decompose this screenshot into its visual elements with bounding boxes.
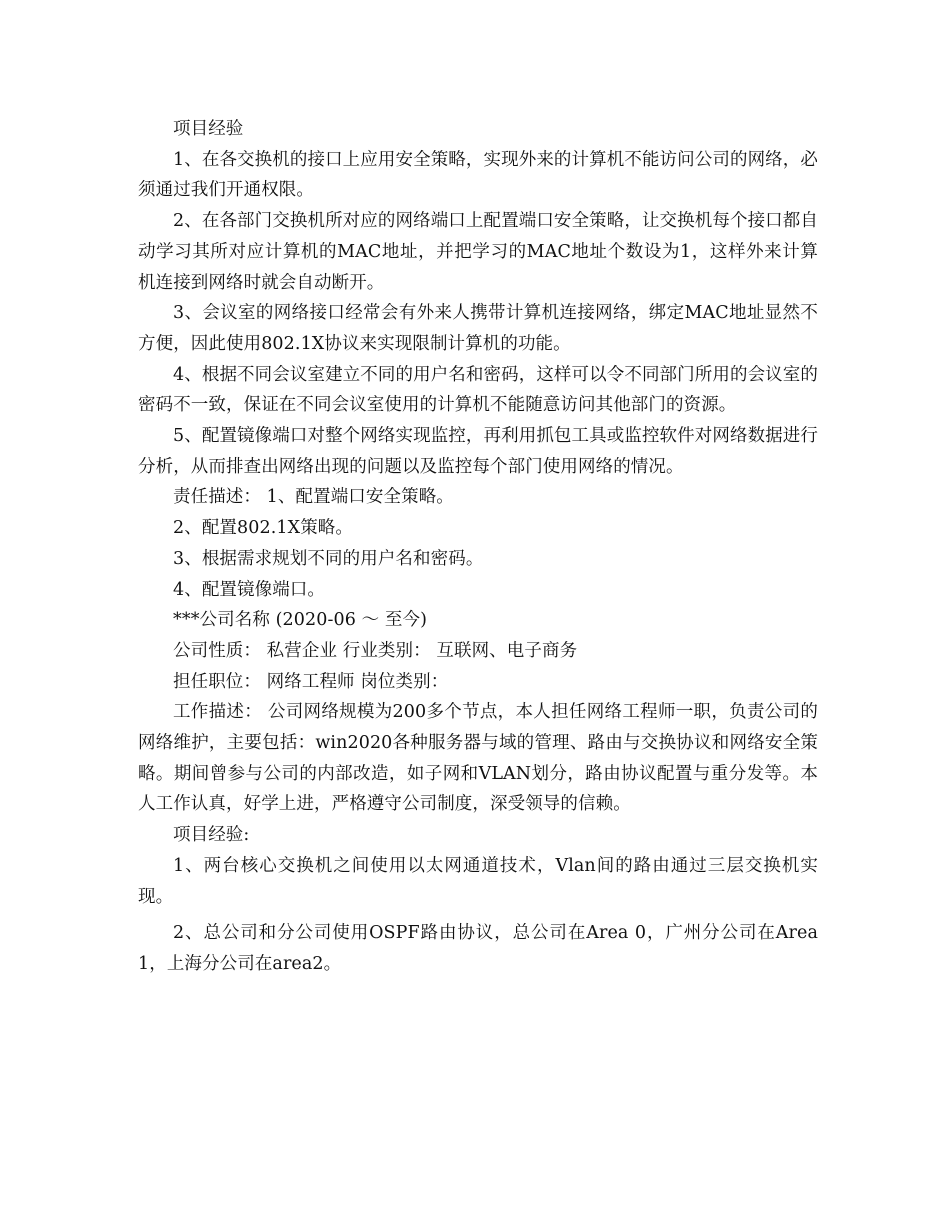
section-heading-project-experience: 项目经验 <box>173 119 244 139</box>
document-body <box>138 114 818 980</box>
responsibility-line: 责任描述： 1、配置端口安全策略。 <box>173 487 454 508</box>
paragraph: 4、根据不同会议室建立不同的用户名和密码，这样可以令不同部门所用的会议室的密码不一致，保证在不同会议室使用的计算机不能随意访问其他部门的资源。 <box>138 364 818 416</box>
section-heading-project-experience: 项目经验: <box>173 825 250 846</box>
paragraph: 1、两台核心交换机之间使用以太网通道技术，Vlan间的路由通过三层交换机实现。 <box>138 855 818 907</box>
paragraph: 3、会议室的网络接口经常会有外来人携带计算机连接网络，绑定MAC地址显然不方便，因此使用802.1X协议来实现限制计算机的功能。 <box>138 303 818 354</box>
responsibility-line: 4、配置镜像端口。 <box>173 579 326 600</box>
company-name-line: ***公司名称 (2020-06 ～ 至今) <box>173 610 428 631</box>
responsibility-line: 2、配置802.1X策略。 <box>173 518 353 539</box>
work-description: 工作描述： 公司网络规模为200多个节点，本人担任网络工程师一职，负责公司的网络维护，主要包括：win2020各种服务器与域的管理、路由与交换协议和网络安全策略。期间曾参与公司的内部改造，如子网和VLAN划分，路由协议配置与重分发等。本人工作认真，好学上进，严格遵守公司制度，深受领导的信赖。 <box>138 702 818 815</box>
paragraph: 2、总公司和分公司使用OSPF路由协议，总公司在Area 0，广州分公司在Area 1，上海分公司在area2。 <box>138 923 818 974</box>
responsibility-line: 3、根据需求规划不同的用户名和密码。 <box>173 548 484 569</box>
position-line: 担任职位： 网络工程师 岗位类别： <box>173 671 449 692</box>
paragraph: 5、配置镜像端口对整个网络实现监控，再利用抓包工具或监控软件对网络数据进行分析，从而排查出网络出现的问题以及监控每个部门使用网络的情况。 <box>138 426 818 477</box>
company-type-line: 公司性质： 私营企业 行业类别： 互联网、电子商务 <box>173 640 578 661</box>
paragraph: 1、在各交换机的接口上应用安全策略，实现外来的计算机不能访问公司的网络，必须通过我们开通权限。 <box>138 149 818 201</box>
paragraph: 2、在各部门交换机所对应的网络端口上配置端口安全策略，让交换机每个接口都自动学习其所对应计算机的MAC地址，并把学习的MAC地址个数设为1，这样外来计算机连接到网络时就会自动断开。 <box>138 211 818 293</box>
